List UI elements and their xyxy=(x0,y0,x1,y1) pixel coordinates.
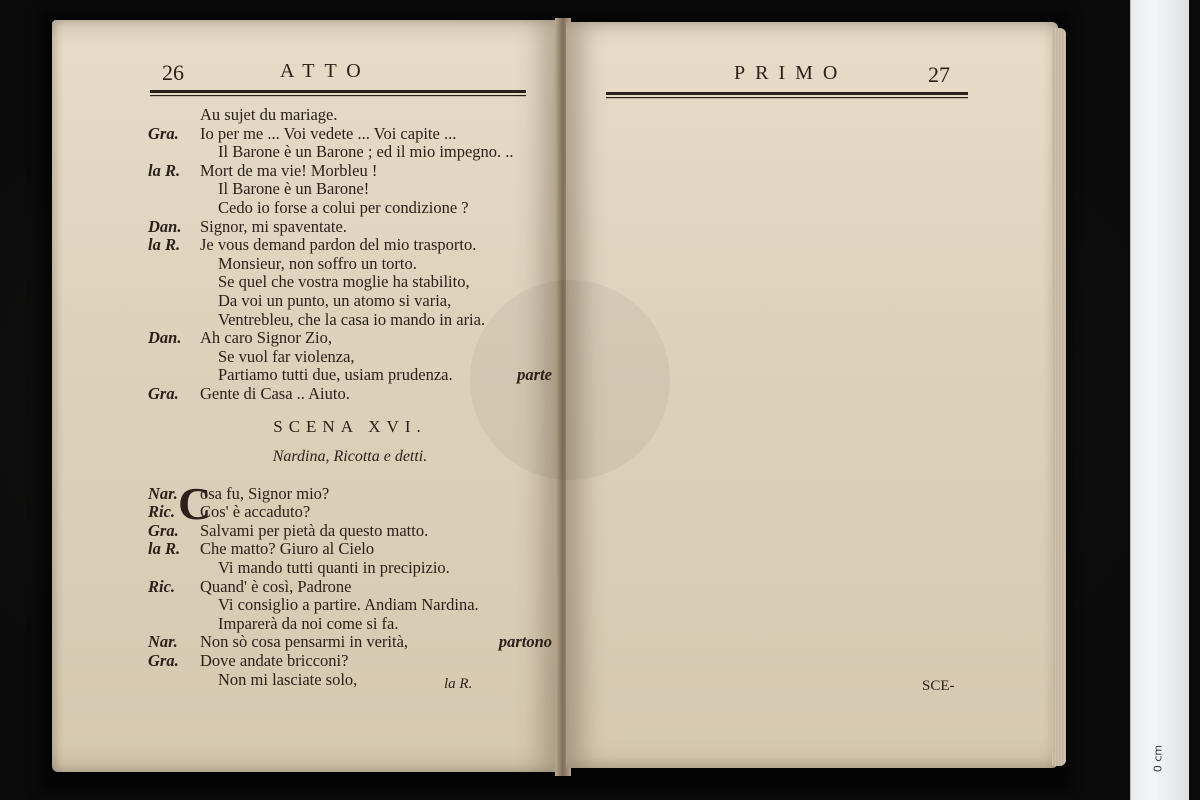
header-rule xyxy=(606,92,968,99)
line-text: Cos' è accaduto? xyxy=(200,502,311,522)
dialogue-line xyxy=(148,106,552,125)
decorative-rule-icon xyxy=(150,90,526,97)
catchword: la R. xyxy=(444,676,473,692)
dialogue-line xyxy=(148,578,552,597)
speaker-name: Gra. xyxy=(148,651,179,671)
dialogue-line xyxy=(148,596,552,615)
right-page-header xyxy=(606,60,1016,100)
measurement-ruler xyxy=(1130,0,1189,800)
running-head: PRIMO xyxy=(734,62,848,84)
line-text: Au sujet du mariage. xyxy=(200,105,338,124)
page-edges xyxy=(1052,28,1066,766)
dialogue-line xyxy=(148,236,552,255)
line-text: Se vuol far violenza, xyxy=(218,346,355,366)
speaker-name: Dan. xyxy=(148,328,182,348)
dialogue-line xyxy=(148,218,552,237)
line-text: Ventrebleu, che la casa io mando in aria. xyxy=(218,309,486,329)
line-text: Io per me ... Voi vedete ... Voi capite ... xyxy=(200,123,457,143)
line-text: Che matto? Giuro al Cielo xyxy=(200,539,375,559)
dialogue-line xyxy=(148,652,552,671)
speaker-name: Gra. xyxy=(148,520,179,540)
dialogue-line xyxy=(148,273,552,292)
speaker-name: Dan. xyxy=(148,216,182,236)
dialogue-line xyxy=(148,125,552,144)
dialogue-line xyxy=(148,292,552,311)
dialogue-line xyxy=(148,255,552,274)
line-text: Partiamo tutti due, usiam prudenza. xyxy=(218,365,453,385)
dialogue-line xyxy=(148,633,552,652)
line-text: Mort de ma vie! Morbleu ! xyxy=(200,160,378,180)
watermark-seal xyxy=(470,280,670,480)
line-text: Dove andate bricconi? xyxy=(200,651,349,671)
page-number: 26 xyxy=(162,60,184,85)
line-text: Je vous demand pardon del mio trasporto. xyxy=(200,235,477,255)
dialogue-line xyxy=(148,162,552,181)
speaker-name: Nar. xyxy=(148,483,178,503)
scene-title: SCENA XVI. xyxy=(273,416,427,436)
drop-cap: C xyxy=(178,477,212,529)
dialogue-line xyxy=(148,671,552,690)
speaker-name: Ric. xyxy=(148,576,176,596)
left-page-header xyxy=(162,58,542,98)
dialogue-line xyxy=(148,615,552,634)
scene-cast: Nardina, Ricotta e detti. xyxy=(272,448,428,466)
line-text: Signor, mi spaventate. xyxy=(200,216,347,236)
line-text: Salvami per pietà da questo matto. xyxy=(200,520,429,540)
line-text: Monsieur, non soffro un torto. xyxy=(218,253,417,273)
dialogue-line xyxy=(148,559,552,578)
line-text: Il Barone è un Barone ; ed il mio impegno. .. xyxy=(218,142,514,162)
stage-direction: parte xyxy=(517,365,552,385)
line-text: Non sò cosa pensarmi in verità, xyxy=(200,632,409,652)
speaker-name: Gra. xyxy=(148,383,179,403)
line-text: osa fu, Signor mio? xyxy=(200,483,330,503)
speaker-name: Nar. xyxy=(148,632,178,652)
speaker-name: Gra. xyxy=(148,123,179,143)
line-text: Non mi lasciate solo, xyxy=(218,669,358,689)
line-text: Il Barone è un Barone! xyxy=(218,179,370,199)
dialogue-line xyxy=(148,199,552,218)
ruler-unit-label: 0 cm xyxy=(1151,744,1165,773)
decorative-rule-icon xyxy=(606,92,968,99)
running-head: ATTO xyxy=(280,60,371,82)
line-text: Quand' è così, Padrone xyxy=(200,576,352,596)
dialogue-line xyxy=(148,143,552,162)
speaker-name: Ric. xyxy=(148,502,176,522)
line-text: Imparerà da noi come si fa. xyxy=(218,613,399,633)
speaker-name: la R. xyxy=(148,235,181,255)
line-text: Ah caro Signor Zio, xyxy=(200,328,332,348)
line-text: Vi consiglio a partire. Andiam Nardina. xyxy=(218,595,479,615)
speaker-name: la R. xyxy=(148,539,181,559)
stage-direction: partono xyxy=(498,632,552,652)
header-rule xyxy=(150,90,526,97)
catchword: SCE- xyxy=(922,678,955,694)
line-text: Cedo io forse a colui per condizione ? xyxy=(218,197,469,217)
dialogue-line xyxy=(148,540,552,559)
dialogue-line xyxy=(148,180,552,199)
line-text: Da voi un punto, un atomo si varia, xyxy=(218,290,452,310)
line-text: Vi mando tutti quanti in precipizio. xyxy=(218,558,450,578)
scene-dialogue xyxy=(148,477,552,690)
page-number: 27 xyxy=(928,62,950,87)
line-text: Se quel che vostra moglie ha stabilito, xyxy=(218,272,470,292)
speaker-name: la R. xyxy=(148,160,181,180)
line-text: Gente di Casa .. Aiuto. xyxy=(200,383,350,403)
